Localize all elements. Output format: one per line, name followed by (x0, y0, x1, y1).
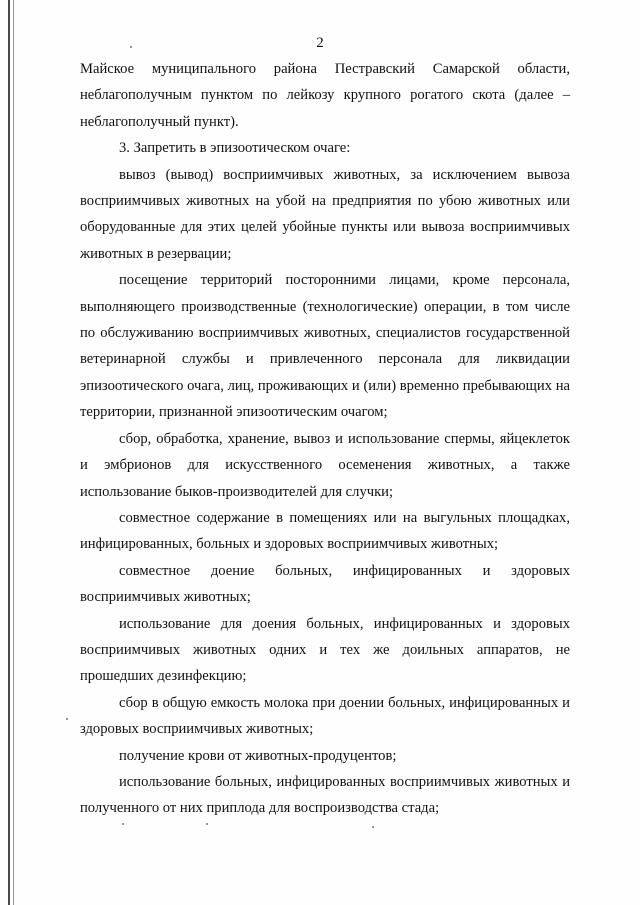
paragraph-milking-equipment-ban: использование для доения больных, инфицированных и здоровых восприимчивых животных одних и тех же доильных аппаратов, не прошедших дезинфекцию; (80, 615, 570, 685)
scan-speck (130, 46, 132, 48)
paragraph-blood-ban: получение крови от животных-продуцентов; (119, 747, 397, 764)
scan-speck (372, 826, 374, 828)
scan-edge-line (8, 0, 10, 905)
scan-speck (206, 823, 208, 825)
page-number: 2 (316, 35, 324, 51)
paragraph-milk-collection-ban: сбор в общую емкость молока при доении больных, инфицированных и здоровых восприимчивых животных; (80, 694, 570, 738)
paragraph-export-ban: вывоз (вывод) восприимчивых животных, за исключением вывоза восприимчивых животных на убой на предприятия по убою животных или оборудованные для этих целей убойные пункты или вывоза восприимчивых животных в резервации; (80, 166, 570, 262)
paragraph-item-3-heading: 3. Запретить в эпизоотическом очаге: (119, 140, 351, 157)
paragraph-visit-ban: посещение территорий посторонними лицами, кроме персонала, выполняющего производственные (технологические) операции, в том числе по обслуживанию восприимчивых животных, специалистов государственной ветеринарной службы и привлеченного персонала для ликвидации эпизоотического очага, лиц, проживающих и (или) временно пребывающих на территории, признанной эпизоотическим очагом; (80, 272, 570, 421)
paragraph-sperm-ban: сбор, обработка, хранение, вывоз и использование спермы, яйцеклеток и эмбрионов для искусственного осеменения животных, а также использование быков-производителей для случки; (80, 430, 570, 500)
scan-speck (66, 718, 68, 720)
paragraph-joint-milking-ban: совместное доение больных, инфицированных и здоровых восприимчивых животных; (80, 562, 570, 606)
document-body (80, 56, 570, 822)
scan-edge-line (13, 0, 14, 905)
paragraph-joint-keeping-ban: совместное содержание в помещениях или на выгульных площадках, инфицированных, больных и здоровых восприимчивых животных; (80, 509, 570, 553)
paragraph-breeding-ban: использование больных, инфицированных восприимчивых животных и полученного от них приплода для воспроизводства стада; (80, 773, 570, 817)
paragraph-continuation: Майское муниципального района Пестравский Самарской области, неблагополучным пунктом по лейкозу крупного рогатого скота (далее – неблагополучный пункт). (80, 61, 570, 130)
scan-speck (122, 823, 124, 825)
